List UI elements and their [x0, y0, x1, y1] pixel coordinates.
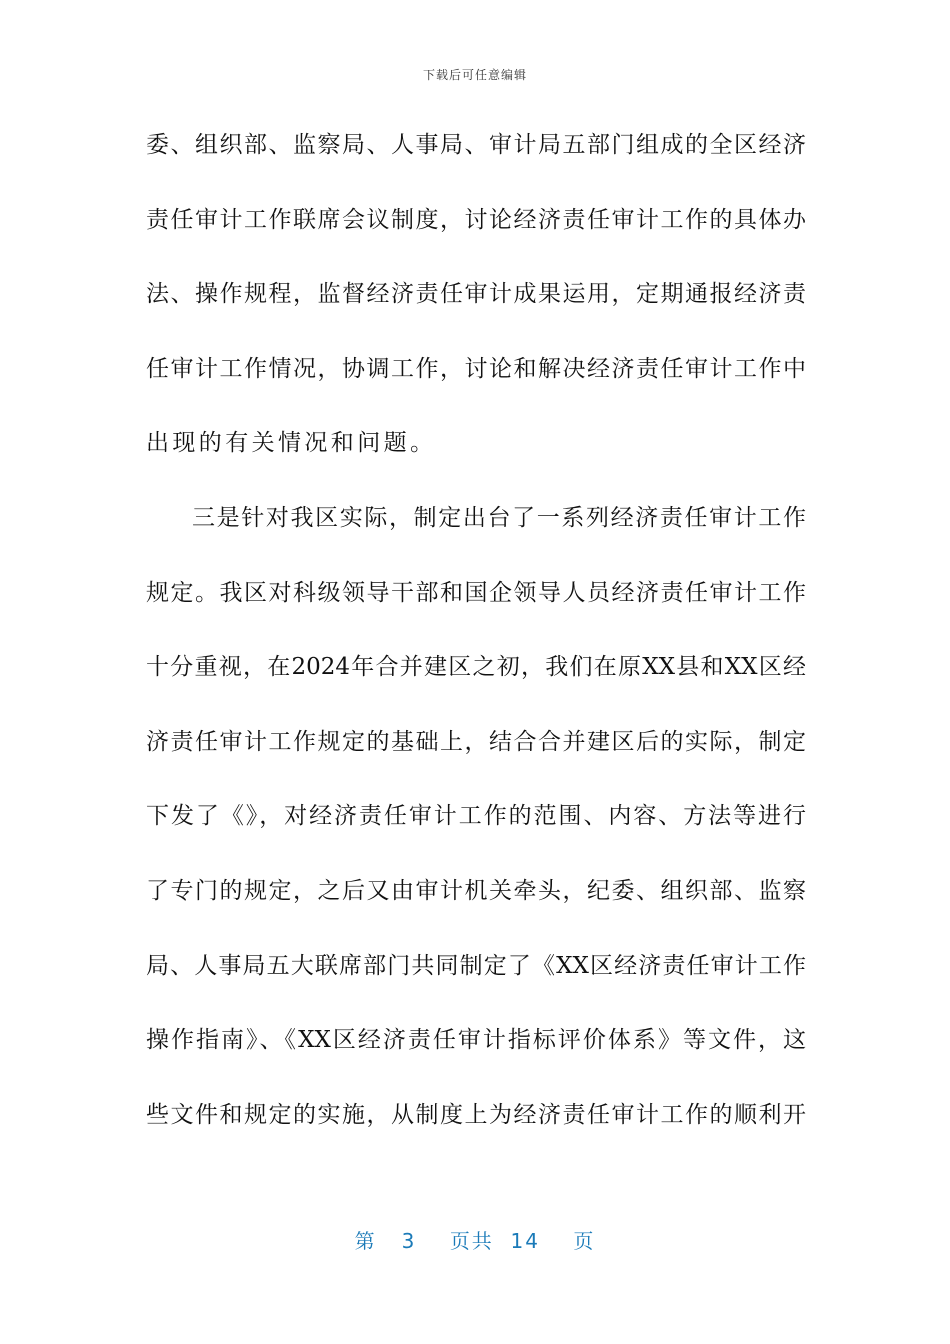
body-line: 些文件和规定的实施，从制度上为经济责任审计工作的顺利开: [146, 1101, 806, 1128]
body-line: 委、组织部、监察局、人事局、审计局五部门组成的全区经济: [146, 132, 806, 158]
body-line: 济责任审计工作规定的基础上，结合合并建区后的实际，制定: [146, 728, 806, 755]
body-line: 局、人事局五大联席部门共同制定了《XX区经济责任审计工作: [146, 952, 806, 979]
footer-suffix: 页: [573, 1229, 596, 1253]
body-line: 责任审计工作联席会议制度，讨论经济责任审计工作的具体办: [146, 206, 806, 233]
footer-total-pages: 14: [510, 1229, 540, 1253]
footer-middle: 页共: [449, 1229, 494, 1253]
body-line: 十分重视，在2024年合并建区之初，我们在原XX县和XX区经: [146, 654, 806, 681]
page-header-note: 下载后可任意编辑: [422, 68, 527, 82]
footer-page-number: 3: [401, 1229, 417, 1253]
page-footer: [0, 1225, 950, 1254]
body-line: 规定。我区对科级领导干部和国企领导人员经济责任审计工作: [146, 579, 806, 606]
body-line: 法、操作规程，监督经济责任审计成果运用，定期通报经济责: [146, 281, 806, 308]
footer-prefix: 第: [354, 1229, 377, 1253]
document-body: [146, 120, 806, 1164]
body-line: 下发了《》，对经济责任审计工作的范围、内容、方法等进行: [146, 803, 806, 830]
body-line: 任审计工作情况，协调工作，讨论和解决经济责任审计工作中: [146, 355, 806, 382]
body-line: 出现的有关情况和问题。: [146, 430, 437, 457]
body-line-paragraph-start: 三是针对我区实际，制定出台了一系列经济责任审计工作: [192, 504, 806, 531]
body-line: 操作指南》、《XX区经济责任审计指标评价体系》等文件，这: [146, 1027, 806, 1054]
body-line: 了专门的规定，之后又由审计机关牵头，纪委、组织部、监察: [146, 877, 806, 904]
